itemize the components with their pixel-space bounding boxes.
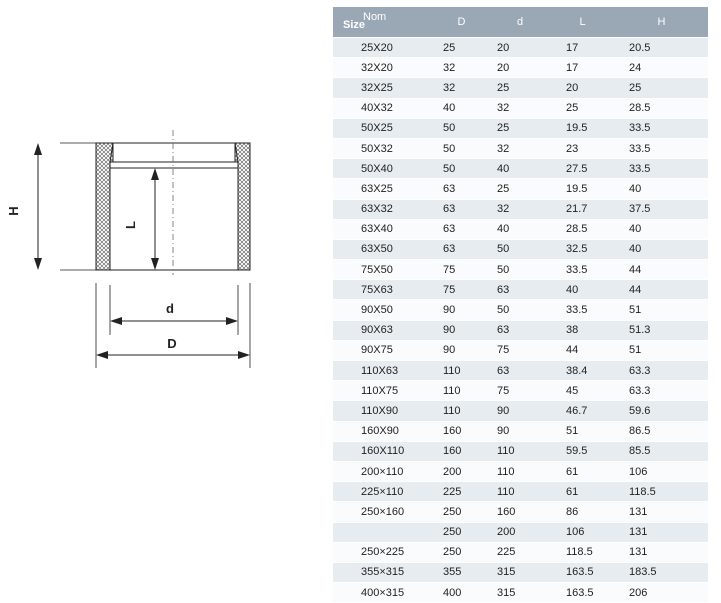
l-dimension-label: L bbox=[123, 221, 138, 229]
table-row bbox=[333, 583, 708, 602]
cell-D: 110 bbox=[433, 361, 490, 380]
cell-H: 131 bbox=[615, 543, 708, 562]
cell-d: 110 bbox=[490, 462, 550, 481]
cell-L: 86 bbox=[550, 502, 615, 521]
cell-size: 25X20 bbox=[333, 38, 433, 57]
cell-L: 25 bbox=[550, 99, 615, 118]
table-row bbox=[333, 159, 708, 178]
table-row bbox=[333, 58, 708, 77]
table-row bbox=[333, 341, 708, 360]
d-dimension-label: d bbox=[166, 301, 174, 316]
cell-H: 40 bbox=[615, 220, 708, 239]
cell-size: 90X50 bbox=[333, 300, 433, 319]
cell-D: 75 bbox=[433, 280, 490, 299]
cell-D: 400 bbox=[433, 583, 490, 602]
cell-H: 131 bbox=[615, 523, 708, 542]
cell-H: 106 bbox=[615, 462, 708, 481]
cell-L: 61 bbox=[550, 482, 615, 501]
header-nom-label: Nom bbox=[363, 11, 387, 23]
cell-d: 315 bbox=[490, 583, 550, 602]
cell-d: 225 bbox=[490, 543, 550, 562]
cell-d: 50 bbox=[490, 240, 550, 259]
header-size-label: Size bbox=[343, 19, 366, 31]
cell-H: 24 bbox=[615, 58, 708, 77]
table-row bbox=[333, 300, 708, 319]
cell-size bbox=[333, 523, 433, 542]
table-row bbox=[333, 563, 708, 582]
cell-size: 75X63 bbox=[333, 280, 433, 299]
cell-H: 25 bbox=[615, 78, 708, 97]
table-row bbox=[333, 99, 708, 118]
dimension-spec-table bbox=[333, 6, 708, 603]
table-row bbox=[333, 78, 708, 97]
cell-d: 20 bbox=[490, 38, 550, 57]
cell-L: 118.5 bbox=[550, 543, 615, 562]
cell-D: 25 bbox=[433, 38, 490, 57]
cell-L: 51 bbox=[550, 422, 615, 441]
cell-d: 110 bbox=[490, 482, 550, 501]
cell-H: 33.5 bbox=[615, 159, 708, 178]
table-row bbox=[333, 220, 708, 239]
cell-d: 20 bbox=[490, 58, 550, 77]
cell-D: 200 bbox=[433, 462, 490, 481]
cell-L: 17 bbox=[550, 58, 615, 77]
table-row bbox=[333, 139, 708, 158]
table-row bbox=[333, 361, 708, 380]
cell-L: 163.5 bbox=[550, 563, 615, 582]
cell-H: 37.5 bbox=[615, 200, 708, 219]
cell-d: 63 bbox=[490, 280, 550, 299]
cell-L: 23 bbox=[550, 139, 615, 158]
header-nom-size bbox=[333, 7, 433, 37]
cell-D: 225 bbox=[433, 482, 490, 501]
cell-D: 40 bbox=[433, 99, 490, 118]
cell-d: 315 bbox=[490, 563, 550, 582]
fitting-cross-section-drawing bbox=[0, 0, 330, 590]
cell-D: 63 bbox=[433, 200, 490, 219]
cell-size: 50X25 bbox=[333, 119, 433, 138]
cell-size: 63X32 bbox=[333, 200, 433, 219]
cell-d: 50 bbox=[490, 300, 550, 319]
table-row bbox=[333, 119, 708, 138]
cell-size: 63X25 bbox=[333, 179, 433, 198]
cell-D: 75 bbox=[433, 260, 490, 279]
table-row bbox=[333, 321, 708, 340]
cell-d: 40 bbox=[490, 159, 550, 178]
cell-L: 33.5 bbox=[550, 300, 615, 319]
table-row bbox=[333, 422, 708, 441]
cell-d: 32 bbox=[490, 139, 550, 158]
cell-H: 20.5 bbox=[615, 38, 708, 57]
table-row bbox=[333, 381, 708, 400]
cell-size: 50X40 bbox=[333, 159, 433, 178]
table-row bbox=[333, 442, 708, 461]
cell-L: 106 bbox=[550, 523, 615, 542]
cell-H: 183.5 bbox=[615, 563, 708, 582]
cell-size: 355×315 bbox=[333, 563, 433, 582]
table-row bbox=[333, 462, 708, 481]
cell-L: 33.5 bbox=[550, 260, 615, 279]
cell-H: 44 bbox=[615, 260, 708, 279]
cell-d: 75 bbox=[490, 381, 550, 400]
table-row bbox=[333, 401, 708, 420]
cell-D: 110 bbox=[433, 381, 490, 400]
cell-L: 28.5 bbox=[550, 220, 615, 239]
header-d: d bbox=[490, 7, 550, 37]
cell-D: 90 bbox=[433, 300, 490, 319]
cell-L: 59.5 bbox=[550, 442, 615, 461]
cell-d: 110 bbox=[490, 442, 550, 461]
cell-D: 90 bbox=[433, 341, 490, 360]
cell-D: 50 bbox=[433, 139, 490, 158]
table-row bbox=[333, 543, 708, 562]
cell-size: 90X63 bbox=[333, 321, 433, 340]
cell-size: 160X110 bbox=[333, 442, 433, 461]
cell-H: 51.3 bbox=[615, 321, 708, 340]
table-row bbox=[333, 179, 708, 198]
table-row bbox=[333, 240, 708, 259]
cell-L: 38 bbox=[550, 321, 615, 340]
cell-d: 63 bbox=[490, 321, 550, 340]
cell-size: 110X63 bbox=[333, 361, 433, 380]
cell-d: 32 bbox=[490, 200, 550, 219]
table-row bbox=[333, 523, 708, 542]
cell-D: 50 bbox=[433, 159, 490, 178]
cell-H: 118.5 bbox=[615, 482, 708, 501]
table-header-row bbox=[333, 7, 708, 37]
cell-D: 63 bbox=[433, 179, 490, 198]
cell-L: 40 bbox=[550, 280, 615, 299]
cell-D: 355 bbox=[433, 563, 490, 582]
cell-size: 32X20 bbox=[333, 58, 433, 77]
cell-L: 45 bbox=[550, 381, 615, 400]
cell-L: 46.7 bbox=[550, 401, 615, 420]
cell-L: 20 bbox=[550, 78, 615, 97]
header-H: H bbox=[615, 7, 708, 37]
cell-d: 160 bbox=[490, 502, 550, 521]
cell-H: 44 bbox=[615, 280, 708, 299]
cell-d: 50 bbox=[490, 260, 550, 279]
cell-H: 86.5 bbox=[615, 422, 708, 441]
cell-H: 33.5 bbox=[615, 139, 708, 158]
cell-D: 160 bbox=[433, 442, 490, 461]
cell-L: 163.5 bbox=[550, 583, 615, 602]
cell-size: 90X75 bbox=[333, 341, 433, 360]
cell-L: 17 bbox=[550, 38, 615, 57]
cell-size: 225×110 bbox=[333, 482, 433, 501]
cell-D: 110 bbox=[433, 401, 490, 420]
table-row bbox=[333, 38, 708, 57]
cell-H: 28.5 bbox=[615, 99, 708, 118]
cell-d: 40 bbox=[490, 220, 550, 239]
cell-L: 61 bbox=[550, 462, 615, 481]
big-d-dimension-label: D bbox=[167, 336, 177, 351]
cell-size: 75X50 bbox=[333, 260, 433, 279]
cell-d: 25 bbox=[490, 119, 550, 138]
cell-L: 19.5 bbox=[550, 179, 615, 198]
cell-H: 33.5 bbox=[615, 119, 708, 138]
cell-d: 25 bbox=[490, 78, 550, 97]
cell-d: 75 bbox=[490, 341, 550, 360]
table-row bbox=[333, 260, 708, 279]
table-row bbox=[333, 200, 708, 219]
cell-D: 32 bbox=[433, 78, 490, 97]
cell-H: 59.6 bbox=[615, 401, 708, 420]
cell-H: 206 bbox=[615, 583, 708, 602]
cell-D: 250 bbox=[433, 502, 490, 521]
cell-d: 90 bbox=[490, 422, 550, 441]
table-row bbox=[333, 502, 708, 521]
cell-size: 250×225 bbox=[333, 543, 433, 562]
cell-L: 44 bbox=[550, 341, 615, 360]
cell-size: 63X50 bbox=[333, 240, 433, 259]
cell-D: 250 bbox=[433, 523, 490, 542]
cell-L: 19.5 bbox=[550, 119, 615, 138]
cell-D: 32 bbox=[433, 58, 490, 77]
cell-size: 400×315 bbox=[333, 583, 433, 602]
cell-size: 110X75 bbox=[333, 381, 433, 400]
cell-L: 32.5 bbox=[550, 240, 615, 259]
cell-size: 250×160 bbox=[333, 502, 433, 521]
cell-d: 90 bbox=[490, 401, 550, 420]
cell-d: 25 bbox=[490, 179, 550, 198]
cell-H: 63.3 bbox=[615, 361, 708, 380]
cell-H: 85.5 bbox=[615, 442, 708, 461]
cell-size: 110X90 bbox=[333, 401, 433, 420]
cell-D: 63 bbox=[433, 240, 490, 259]
cell-H: 40 bbox=[615, 179, 708, 198]
cell-H: 40 bbox=[615, 240, 708, 259]
cell-H: 131 bbox=[615, 502, 708, 521]
cell-d: 32 bbox=[490, 99, 550, 118]
cell-size: 40X32 bbox=[333, 99, 433, 118]
cell-H: 51 bbox=[615, 300, 708, 319]
cell-D: 63 bbox=[433, 220, 490, 239]
cell-L: 27.5 bbox=[550, 159, 615, 178]
cell-L: 21.7 bbox=[550, 200, 615, 219]
table-row bbox=[333, 482, 708, 501]
cell-size: 63X40 bbox=[333, 220, 433, 239]
cell-size: 200×110 bbox=[333, 462, 433, 481]
cell-size: 160X90 bbox=[333, 422, 433, 441]
cell-d: 200 bbox=[490, 523, 550, 542]
cell-D: 160 bbox=[433, 422, 490, 441]
cell-D: 90 bbox=[433, 321, 490, 340]
header-L: L bbox=[550, 7, 615, 37]
header-D: D bbox=[433, 7, 490, 37]
cell-size: 50X32 bbox=[333, 139, 433, 158]
table-row bbox=[333, 280, 708, 299]
cell-H: 51 bbox=[615, 341, 708, 360]
cell-d: 63 bbox=[490, 361, 550, 380]
cell-H: 63.3 bbox=[615, 381, 708, 400]
cell-D: 50 bbox=[433, 119, 490, 138]
cell-size: 32X25 bbox=[333, 78, 433, 97]
cell-L: 38.4 bbox=[550, 361, 615, 380]
cell-D: 250 bbox=[433, 543, 490, 562]
h-dimension-label: H bbox=[6, 206, 21, 216]
